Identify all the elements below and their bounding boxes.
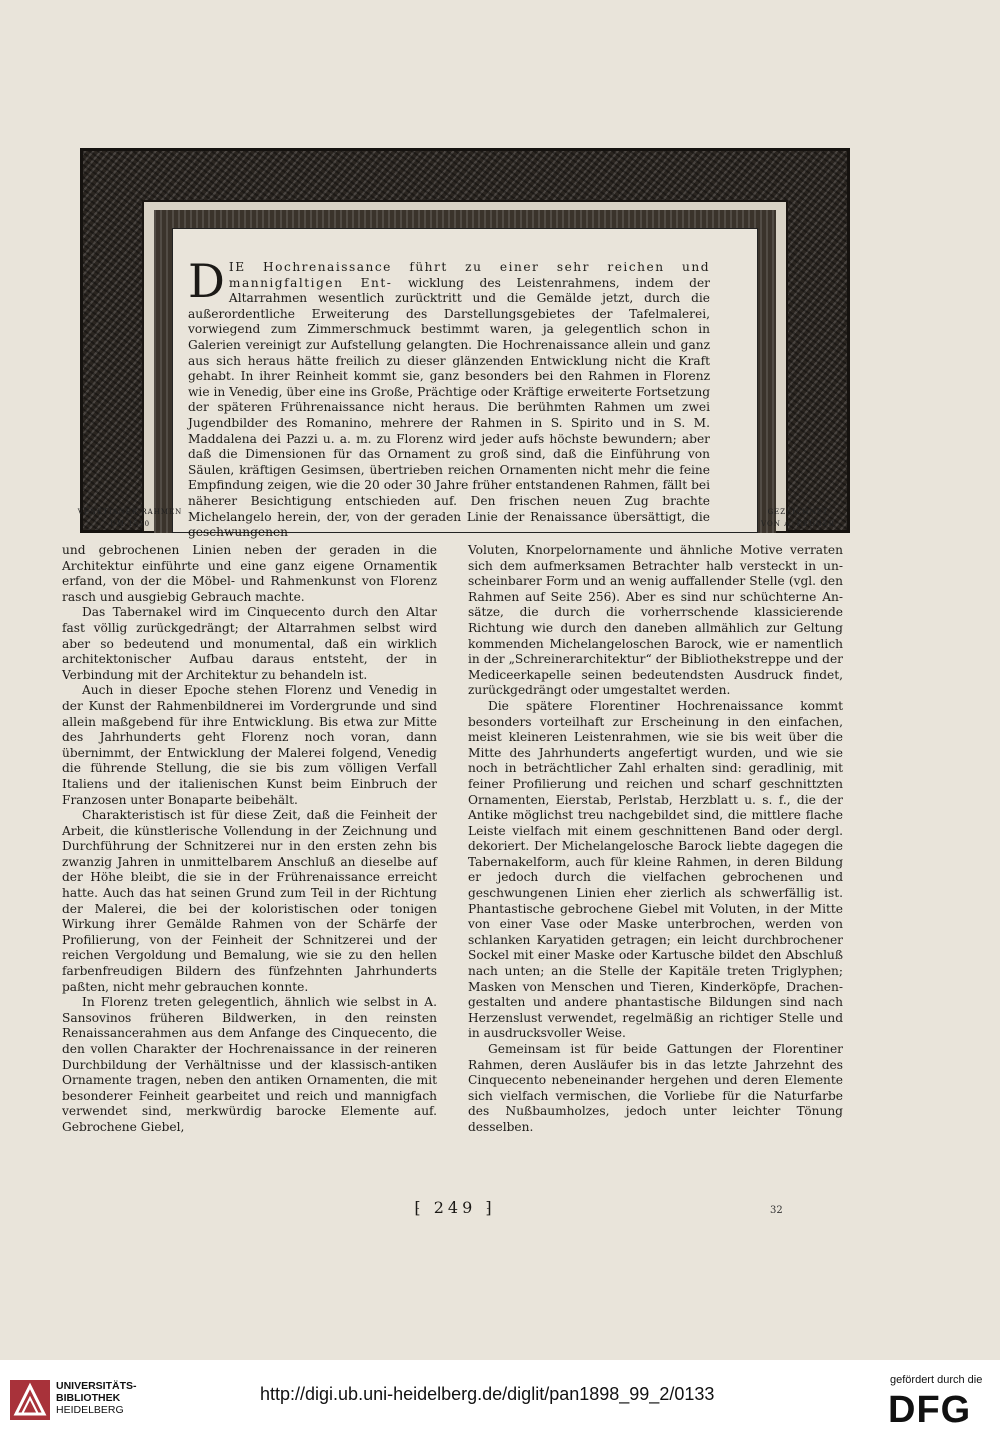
paragraph: Charakteristisch ist für diese Zeit, daß die Feinheit der Arbeit, die künstlerische Vollendung in der Zeichnung und Durchführung der Schnitzerei nur in den ersten zehn bis zwanzig Jahren in unmittelbarem Anschluß an dieselbe auf der Höhe bleibt, die sie in der Frührenaissance erreicht hatte. Auch das hat seinen Grund zum Teil in der Richtung der Malerei, die bei der koloristischen oder tonigen Wirkung ihrer Gemälde Rahmen von der Schärfe der Profilierung, von der Feinheit der Schnitzerei und der reichen Vergoldung und Bemalung, wie sie zu den hellen farbenfreudigen Bildern des fünfzehnten Jahrhunderts paßten, nicht mehr gebrauchen konnte. bbox=[62, 808, 437, 994]
caption-left bbox=[70, 506, 190, 530]
caption-right-line1: GEZEICHNET bbox=[767, 508, 829, 516]
caption-left-line1: VENETIANER RAHMEN bbox=[77, 508, 183, 516]
intro-paragraph bbox=[188, 254, 710, 541]
page-number: ⁅ 249 ⁆ bbox=[414, 1198, 496, 1217]
left-column bbox=[62, 543, 437, 1136]
university-library-logo-icon bbox=[10, 1380, 50, 1420]
intro-first-line: IE Hochrenaissance führt zu einer sehr reichen und mannigfaltigen Ent- bbox=[228, 260, 710, 290]
paragraph: und gebrochenen Linien neben der geraden in die Architektur einführte und eine ganz eigene Ornamentik erfand, von der die Möbel- und Rahmenkunst von Florenz rasch und ausgiebig Gebrauch machte. bbox=[62, 543, 437, 604]
paragraph: Das Tabernakel wird im Cinquecento durch den Altar fast völlig zurückgedrängt; der Altarrahmen selbst wird aber so bedeutend und monumental, daß ein wirklich architektonischer Aufbau daraus entsteht, der in Verbindung mit der Architektur zu behandeln ist. bbox=[62, 605, 437, 682]
library-line2: BIBLIOTHEK bbox=[56, 1392, 121, 1404]
paragraph: In Florenz treten gelegentlich, ähnlich wie selbst in A. Sansovinos früheren Bildwerken, in den reinsten Renaissancerahmen aus dem Anfange des Cinquecento, die den vollen Charakter der Hochrenaissance in der reineren Durchbildung der Verhältnisse und der klassisch-antiken Ornamente tragen, neben den antiken Ornamenten, die mit besonderer Feinheit gearbeitet und reich und mannigfach verwendet sind, merkwürdig barocke Elemente auf. Gebrochene Giebel, bbox=[62, 995, 437, 1134]
digitization-footer bbox=[0, 1360, 1000, 1441]
dfg-funding-label: gefördert durch die bbox=[890, 1374, 983, 1386]
library-name bbox=[56, 1380, 137, 1416]
paragraph: Die spätere Florentiner Hochrenaissance kommt besonders vorteilhaft zur Erscheinung in den einfachen, meist kleineren Leistenrahmen, wie sie bis weit über die Mitte des Jahrhunderts angefertigt wurden, und wie sie noch in beträchtlicher Zahl erhalten sind: geradlinig, mit feiner Profilierung und reichen und scharf geschnittzten Ornamenten, Eierstab, Perlstab, Herzblatt u. s. f., die der Antike möglichst treu nachgebildet sind, die mittlere flache Leiste vielfach mit einem geschnittenen Band oder dergl. dekoriert. Der Michelangelosche Barock liebte dagegen die Tabernakelform, auch für kleine Rahmen, in deren Bildung er jedoch durch die vielfachen gebrochenen und geschwungenen Linien eher zierlich als schwerfällig ist. Phantastische gebrochene Giebel mit Voluten, in der Mitte von einer Vase oder Maske unterbrochen, werden von schlanken Karyatiden getragen; ein leicht durchbrochener Sockel mit einer Maske oder Kartusche bildet den Abschluß nach unten; an die Stelle der Kapitäle treten Triglyphen; Masken von Menschen und Tieren, Kinderköpfe, Drachengestalten und andere phantastische Bildungen sind nach Herzenslust verwendet, regelmäßig an richtiger Stelle und in ausdrucksvoller Weise. bbox=[468, 698, 843, 1041]
signature-mark: 32 bbox=[770, 1205, 783, 1216]
caption-right-line2: VON A. KRÜGER bbox=[761, 520, 835, 528]
caption-right bbox=[748, 506, 848, 530]
paragraph: Gemeinsam ist für beide Gattungen der Florentiner Rahmen, deren Ausläufer bis in das letzte Jahrzehnt des Cinquecento nebeneinander hergehen und deren Elemente sich vielfach vermischen, die Vorliebe für die Naturfarbe des Nußbaumholzes, jedoch unter leichter Tönung desselben. bbox=[468, 1042, 843, 1134]
paragraph: Auch in dieser Epoche stehen Florenz und Venedig in der Kunst der Rahmenbildnerei im Vordergrunde und sind allein maßgebend für ihre Entwicklung. Bis etwa zur Mitte des Jahrhunderts geht Florenz noch voran, dann übernimmt, der Entwicklung der Malerei folgend, Venedig die führende Stellung, die sie bis zum völligen Verfall Italiens und der italienischen Kunst beim Einbruch der Franzosen unter Bonaparte beibehält. bbox=[62, 683, 437, 807]
paragraph: Voluten, Knorpelornamente und ähnliche Motive verraten sich dem aufmerksamen Betrachter halb versteckt in unscheinbarer Form und an wenig auffallender Stelle (vgl. den Rahmen auf Seite 256). Aber es sind nur schüchterne Ansätze, die durch die vorherrschende klassicierende Richtung wie durch den daneben allmählich zur Geltung kommenden Michelangeloschen Barock, wie er namentlich in der „Schreinerarchitektur“ der Bibliothekstreppe und der Mediceerkapelle seinen bedeutendsten Ausdruck findet, zurückgedrängt oder umgestaltet werden. bbox=[468, 543, 843, 698]
caption-left-line2: UM 1550 bbox=[109, 520, 151, 528]
intro-text: wicklung des Leistenrahmens, indem der Altarrahmen wesentlich zurücktritt und die Gemälde jetzt, durch die außerordentliche Erweiterung des Darstellungsgebietes der Tafelmalerei, vorwiegend zum Zimmerschmuck bestimmt waren, ja gelegentlich schon in Galerien vereinigt zur Aufstellung gelangten. Die Hochrenaissance allein und ganz aus sich heraus hätte freilich zu dieser glänzenden Entwicklung nicht die Kraft gehabt. In ihrer Reinheit kommt sie, ganz besonders bei den Rahmen in Florenz wie in Venedig, über eine ins Große, Prächtige oder Kräftige erweiterte Fortsetzung der späteren Frührenaissance nicht heraus. Die berühmten Rahmen um zwei Jugendbilder des Romanino, mehrere der Rahmen in S. Spirito und in S. M. Maddalena dei Pazzi u. a. m. zu Florenz wird jeder aufs höchste bewundern; aber daß die Dimensionen für das Ornament zu groß sind, daß die Einführung von Säulen, kräftigen Gesimsen, übertrieben reichen Ornamenten nicht mehr die feine Empfindung zeigen, wie die 20 oder 30 Jahre früher entstandenen Rahmen, fällt bei näherer Besichtigung entschieden auf. Den frischen neuen Zug brachte Michelangelo herein, der, von der geraden Linie der Renaissance übersättigt, die geschwungenen bbox=[188, 275, 710, 540]
library-line1: UNIVERSITÄTS- bbox=[56, 1380, 137, 1392]
library-line3: HEIDELBERG bbox=[56, 1404, 124, 1416]
drop-cap: D bbox=[188, 254, 225, 308]
dfg-logo: DFG bbox=[888, 1389, 972, 1431]
permalink-url[interactable]: http://digi.ub.uni-heidelberg.de/diglit/pan1898_99_2/0133 bbox=[260, 1384, 715, 1404]
right-column bbox=[468, 543, 843, 1136]
